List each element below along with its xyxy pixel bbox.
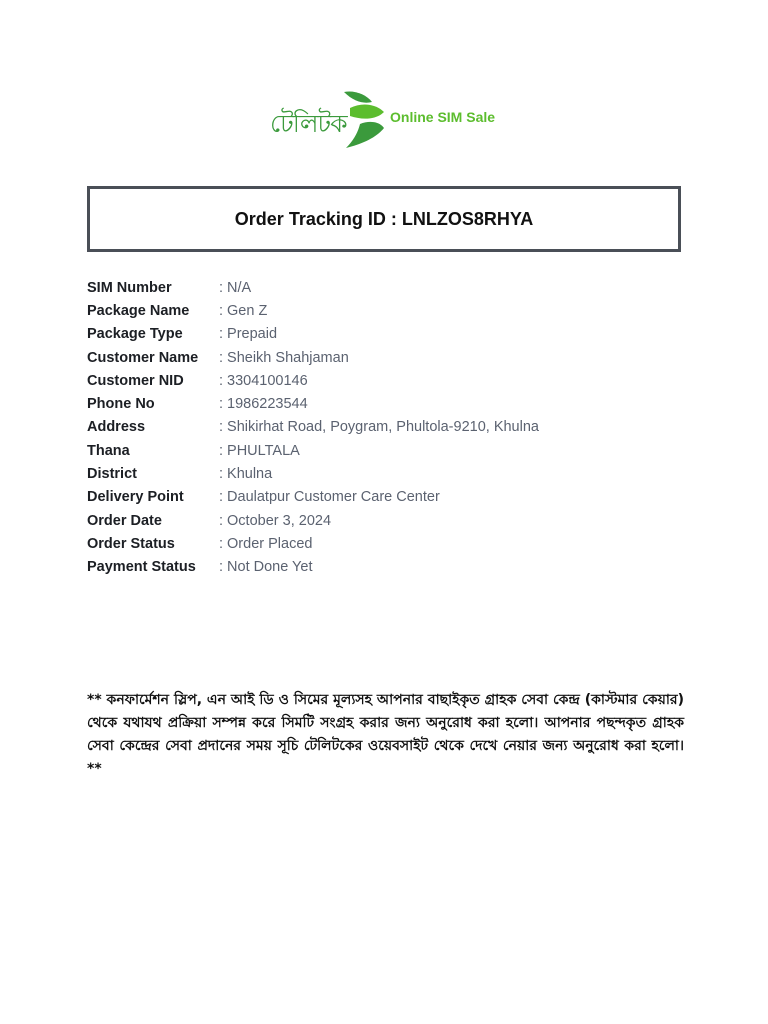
brand-logo-text: টেলিটক <box>270 109 347 138</box>
collection-instructions-note: ** কনফার্মেশন স্লিপ, এন আই ডি ও সিমের মূল্যসহ আপনার বাছাইকৃত গ্রাহক সেবা কেন্দ্র (কাস্টমার কেয়ার) থেকে যথাযথ প্রক্রিয়া সম্পন্ন করে সিমটি সংগ্রহ করার জন্য অনুরোধ করা হলো। আপনার পছন্দকৃত গ্রাহক সেবা কেন্দ্রের সেবা প্রদানের সময় সূচি টেলিটকের ওয়েবসাইট থেকে দেখে নেয়ার জন্য অনুরোধ করা হলো। ** <box>87 692 684 777</box>
detail-row-package-type: Package Type : Prepaid <box>87 326 278 343</box>
detail-label: Customer Name <box>87 349 199 366</box>
detail-row-delivery-point: Delivery Point : Daulatpur Customer Care Center <box>87 489 440 506</box>
detail-label: Order Status <box>87 535 175 552</box>
detail-value: 1986223544 <box>227 396 308 413</box>
detail-row-sim-number: SIM Number : N/A <box>87 279 252 296</box>
header <box>268 88 508 152</box>
detail-row-district: District : Khulna <box>87 466 273 483</box>
detail-value: October 3, 2024 <box>227 512 332 529</box>
detail-row-order-status: Order Status : Order Placed <box>87 535 313 552</box>
detail-value: Khulna <box>227 466 273 483</box>
detail-value: Gen Z <box>227 302 268 319</box>
detail-row-customer-nid: Customer NID : 3304100146 <box>87 372 308 389</box>
detail-label: Order Date <box>87 512 162 529</box>
tracking-id-label: Order Tracking ID : <box>234 208 402 229</box>
detail-value: Order Placed <box>227 535 313 552</box>
detail-label: Customer NID <box>87 372 184 389</box>
detail-label: Package Type <box>87 326 183 343</box>
detail-value: Daulatpur Customer Care Center <box>227 489 440 506</box>
detail-label: District <box>87 466 137 483</box>
detail-value: Shikirhat Road, Poygram, Phultola-9210, Khulna <box>227 419 539 436</box>
detail-row-customer-name: Customer Name : Sheikh Shahjaman <box>87 349 349 366</box>
tracking-id-value: LNLZOS8RHYA <box>401 208 534 229</box>
detail-value: N/A <box>227 279 252 296</box>
detail-row-order-date: Order Date : October 3, 2024 <box>87 512 332 529</box>
detail-value: 3304100146 <box>227 372 308 389</box>
detail-label: Delivery Point <box>87 489 184 506</box>
detail-label: Phone No <box>87 396 155 413</box>
teletalk-logo-icon <box>340 88 386 150</box>
detail-row-package-name: Package Name : Gen Z <box>87 302 268 319</box>
detail-value: PHULTALA <box>227 442 300 459</box>
tracking-id-box <box>87 186 681 252</box>
detail-value: Prepaid <box>227 326 278 343</box>
detail-row-address: Address : Shikirhat Road, Poygram, Phultola-9210, Khulna <box>87 419 539 436</box>
tracking-id-heading <box>235 209 533 230</box>
detail-value: Not Done Yet <box>227 559 313 576</box>
order-details-list <box>87 276 687 579</box>
detail-row-phone-no: Phone No : 1986223544 <box>87 396 308 413</box>
detail-label: SIM Number <box>87 279 172 296</box>
detail-label: Package Name <box>87 302 190 319</box>
detail-row-thana: Thana : PHULTALA <box>87 442 300 459</box>
detail-label: Thana <box>87 442 130 459</box>
detail-label: Address <box>87 419 146 436</box>
detail-value: Sheikh Shahjaman <box>227 349 349 366</box>
online-sim-sale-tagline: Online SIM Sale <box>390 109 496 125</box>
detail-label: Payment Status <box>87 559 196 576</box>
detail-row-payment-status: Payment Status : Not Done Yet <box>87 559 313 576</box>
